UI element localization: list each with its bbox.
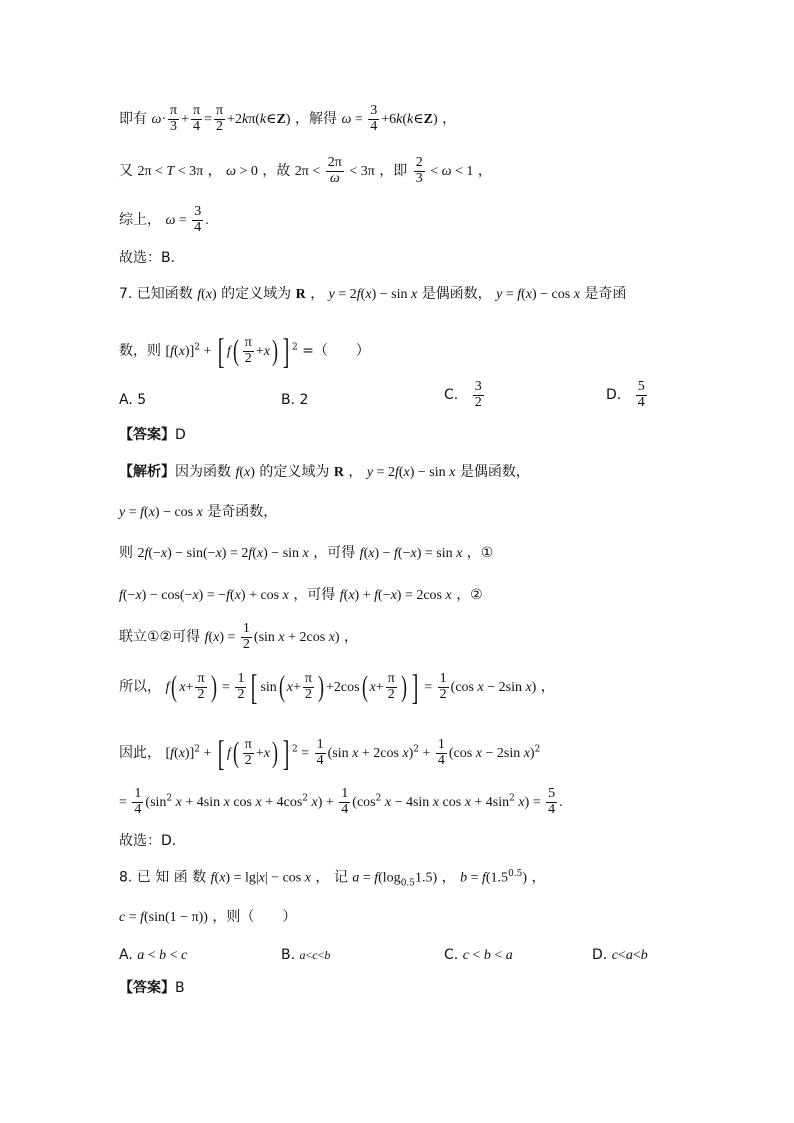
text: 则: [119, 545, 133, 561]
analysis-7-line-3: 则 2f(−x) − sin(−x) = 2f(x) − sin x ，可得 f(x) − f(−x) = sin x ，①: [119, 545, 494, 561]
q8-option-c: C. c < b < a: [444, 947, 513, 963]
q7-option-b: B. 2: [281, 392, 309, 408]
text: 7. 已知函数: [119, 286, 193, 302]
text: ，: [348, 464, 363, 480]
q7-option-d: D. $\frac{5}{4}$: [606, 379, 645, 410]
text: ，: [477, 163, 492, 180]
option-label: A.: [119, 947, 133, 963]
solution-line-1: 即有 ω· $\frac{\pi}{3}$ + $\frac{\pi}{4}$ = $\frac{\pi}{2}$ +2kπ(k∈Z) ，解得 ω = $\frac{3}{4}$ +6k(k∈Z) ，: [119, 103, 457, 134]
answer-label: 【答案】: [119, 980, 175, 996]
text: 是奇函: [584, 286, 627, 302]
option-label: B.: [281, 947, 296, 963]
analysis-label: 【解析】: [119, 464, 175, 480]
q7-option-c: C. $\frac{3}{2}$: [444, 379, 482, 410]
solution-line-3: 综上， ω = $\frac{3}{4}$ .: [119, 204, 209, 235]
text: ，故: [262, 163, 291, 180]
answer-value: D: [175, 427, 186, 443]
text: ，则（ ）: [212, 909, 297, 925]
analysis-7-line-6: 所以， f( x+ $\frac{\pi}{2}$ ) = $\frac{1}{2}$ [ sin( x+ $\frac{\pi}{2}$ ) +2cos( x+ $\frac{\pi}{2}$ ) ] = $\frac{1}{2}$ (cos x − 2sin x) ，: [119, 666, 555, 707]
text: 的定义域为: [221, 286, 292, 302]
text: 即有: [119, 111, 147, 128]
answer-8: [119, 980, 734, 997]
text: ，解得: [294, 111, 337, 128]
choose-line-7: 故选：D.: [119, 833, 177, 849]
q8-option-a: A. a < b < c: [119, 947, 188, 963]
text: 又: [119, 163, 133, 180]
text: 因为函数: [175, 464, 231, 480]
text: 是偶函数，: [421, 286, 492, 302]
choose-line: 故选：B.: [119, 250, 176, 266]
text: 因此，: [119, 745, 161, 762]
q7-option-a: A. 5: [119, 392, 147, 408]
text: ，可得: [313, 545, 356, 561]
q8-option-b: B. a<c<b: [281, 947, 331, 963]
analysis-7-line-1: 【解析】因为函数 f(x) 的定义域为 R ， y = 2f(x) − sin x 是偶函数，: [119, 464, 530, 480]
q8-option-d: D. c<a<b: [592, 947, 648, 963]
text: 数，则: [119, 343, 161, 360]
text: 综上，: [119, 212, 161, 229]
text: 8. 已 知 函 数: [119, 869, 207, 886]
text: ， 记: [315, 869, 348, 886]
text: ，: [310, 286, 325, 302]
option-label: C.: [444, 947, 459, 963]
analysis-7-line-8: = $\frac{1}{4}$ ($\sin^2$ x + 4sin x $\cos x + 4\cos^2$ x) + $\frac{1}{4}$ ($\cos^2$ x − 4sin x $\cos x + 4\sin^2$ x) = $\frac{5}{4}$ .: [119, 786, 563, 817]
option-label: D.: [592, 947, 608, 963]
text: ，: [207, 163, 222, 180]
text: ，: [344, 629, 359, 646]
question-8-line-2: c = f(sin(1 − π)) ，则（ ）: [119, 909, 297, 925]
text: ，①: [466, 545, 494, 561]
text: 是偶函数，: [459, 464, 530, 480]
solution-line-2: 又 2π < T < 3π ， ω > 0 ，故 2π < $\frac{2\pi}{\omega}$ < 3π ，即 $\frac{2}{3}$ < ω < 1 ，: [119, 155, 492, 186]
text: ，: [442, 111, 457, 128]
text: ，即: [379, 163, 408, 180]
answer-7: [119, 427, 734, 444]
question-8-line-1: 8. 已 知 函 数 f(x) = lg|x| − cos x ， 记 $a = f(\log_{0.5}1.5)$ ， $b = f(1.5^{0.5})$ ，: [119, 869, 546, 889]
answer-value: B: [175, 980, 185, 996]
text: ，可得: [293, 587, 336, 603]
text: 的定义域为: [259, 464, 330, 480]
analysis-7-line-2: y = f(x) − cos x 是奇函数，: [119, 504, 278, 520]
text: =（ ）: [302, 343, 370, 360]
text: ，②: [456, 587, 483, 603]
option-label: C.: [444, 387, 459, 404]
analysis-7-line-7: 因此， $[f(x)]^2$ + [ f( $\frac{\pi}{2}$ +x) ] $^2$ = $\frac{1}{4}$ (sin x + 2cos x)$^2$ + $\frac{1}{4}$ (cos x − 2sin x)$^2$: [119, 732, 541, 773]
text: 是奇函数，: [207, 504, 278, 520]
text: 所以，: [119, 679, 161, 696]
text: ，: [441, 869, 456, 886]
text: 联立①②可得: [119, 629, 201, 646]
question-7-line-2: 数，则 $[f(x)]^2$ + [ f( $\frac{\pi}{2}$ +x) ] $^2$ =（ ）: [119, 330, 370, 371]
text: ，: [531, 869, 546, 886]
analysis-7-line-4: f(−x) − cos(−x) = −f(x) + cos x ，可得 f(x) + f(−x) = 2cos x ，②: [119, 587, 483, 603]
option-label: D.: [606, 387, 622, 404]
analysis-7-line-5: 联立①②可得 f(x) = $\frac{1}{2}$ (sin x + 2cos x) ，: [119, 621, 359, 652]
answer-label: 【答案】: [119, 427, 175, 443]
question-7-line-1: 7. 已知函数 f(x) 的定义域为 R ， y = 2f(x) − sin x 是偶函数， y = f(x) − cos x 是奇函: [119, 286, 627, 302]
text: ，: [540, 679, 555, 696]
